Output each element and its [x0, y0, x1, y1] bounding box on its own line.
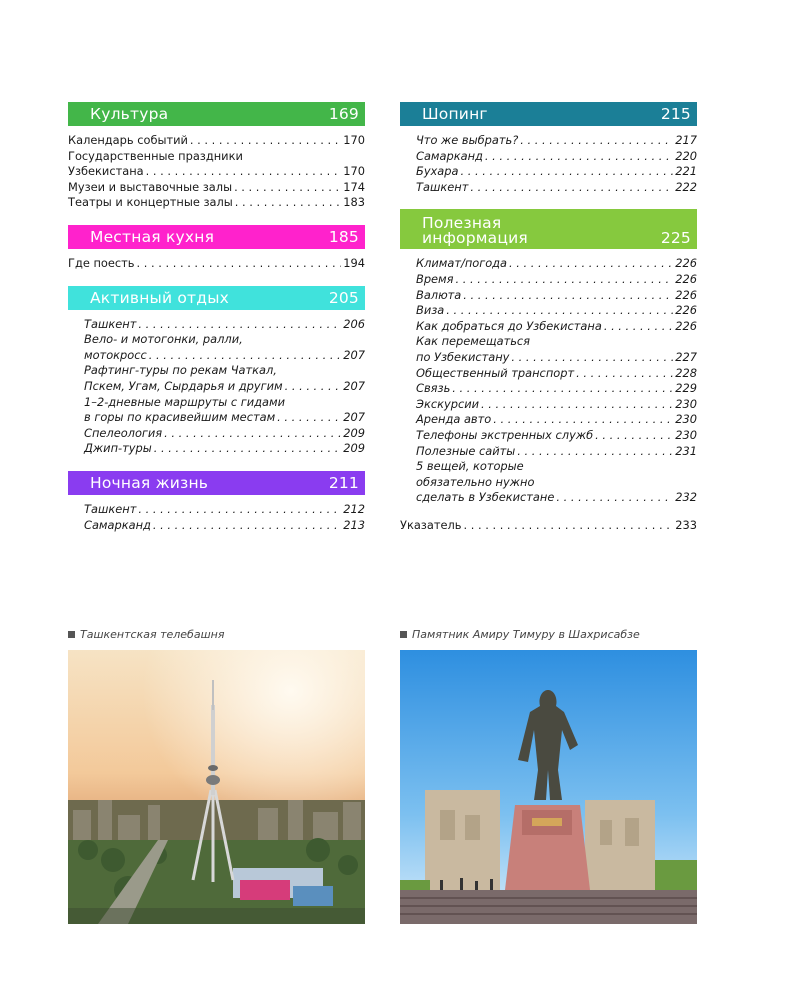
section-page-number: 215: [660, 105, 691, 123]
toc-entry[interactable]: [416, 397, 697, 413]
entry-page-number: 227: [675, 349, 697, 364]
toc-entry[interactable]: [416, 319, 697, 335]
entry-text: Ташкент: [84, 501, 137, 516]
toc-entry[interactable]: [416, 149, 697, 165]
dot-leader: [511, 350, 673, 366]
entry-text-line: обязательно нужно: [416, 474, 535, 489]
entry-line: [416, 164, 697, 180]
toc-entry[interactable]: [68, 195, 365, 211]
section-page-number: 225: [660, 229, 691, 248]
photo-caption-right: [400, 628, 640, 641]
toc-entry[interactable]: [416, 256, 697, 272]
toc-entry[interactable]: [68, 149, 365, 180]
entry-page-number: 207: [343, 378, 365, 393]
dot-leader: [481, 397, 673, 413]
section-title: Полезная информация: [422, 214, 528, 248]
entry-list: [68, 133, 365, 211]
entry-text: в горы по красивейшим местам: [84, 410, 276, 425]
entry-page-number: 183: [343, 195, 365, 210]
toc-entry[interactable]: [416, 288, 697, 304]
toc-entry[interactable]: [84, 363, 365, 394]
dot-leader: [149, 348, 341, 364]
entry-text: Время: [416, 271, 454, 286]
entry-line: [416, 272, 697, 288]
entry-page-number: 231: [675, 443, 697, 458]
entry-line: [416, 288, 697, 304]
toc-entry[interactable]: [416, 180, 697, 196]
toc-left-column: [68, 102, 365, 547]
entry-text: Указатель: [400, 517, 462, 532]
entry-line: [84, 317, 365, 333]
entry-page-number: 209: [343, 441, 365, 456]
entry-line: [416, 303, 697, 319]
toc-entry[interactable]: [84, 441, 365, 457]
entry-list: [400, 133, 697, 195]
entry-line: [68, 180, 365, 196]
entry-page-number: 226: [675, 287, 697, 302]
section-title: Местная кухня: [90, 227, 215, 246]
dot-leader: [485, 149, 673, 165]
toc-entry[interactable]: [416, 133, 697, 149]
entry-line: [84, 518, 365, 534]
entry-page-number: 226: [675, 271, 697, 286]
toc-entry[interactable]: [416, 444, 697, 460]
section-banner[interactable]: [68, 471, 365, 495]
dot-leader: [190, 133, 341, 149]
toc-entry[interactable]: [416, 272, 697, 288]
entry-page-number: 233: [675, 517, 697, 532]
dot-leader: [595, 428, 673, 444]
square-bullet-icon: [68, 631, 75, 638]
entry-text: Телефоны экстренных служб: [416, 427, 594, 442]
section-page-number: 185: [328, 227, 359, 246]
section-title: Культура: [90, 105, 169, 123]
entry-page-number: 226: [675, 256, 697, 271]
toc-entry[interactable]: [84, 332, 365, 363]
entry-page-number: 229: [675, 381, 697, 396]
dot-leader: [138, 317, 341, 333]
entry-text-line: 1–2-дневные маршруты с гидами: [84, 394, 285, 409]
entry-line: [84, 441, 365, 457]
entry-page-number: 194: [343, 255, 365, 270]
entry-line: [416, 256, 697, 272]
toc-right-column: [400, 102, 697, 533]
dot-leader: [576, 366, 673, 382]
section-banner[interactable]: [68, 225, 365, 249]
entry-text: Экскурсии: [416, 396, 480, 411]
entry-line: [84, 426, 365, 442]
entry-line: [416, 149, 697, 165]
dot-leader: [164, 426, 341, 442]
dot-leader: [138, 502, 341, 518]
index-entry[interactable]: [400, 518, 697, 534]
entry-text: Театры и концертные залы: [68, 195, 233, 210]
square-bullet-icon: [400, 631, 407, 638]
entry-text: по Узбекистану: [416, 349, 510, 364]
toc-entry[interactable]: [416, 381, 697, 397]
toc-section: [68, 102, 365, 211]
entry-text: Музеи и выставочные залы: [68, 179, 233, 194]
dot-leader: [456, 272, 674, 288]
section-page-number: 169: [328, 105, 359, 123]
entry-text: Бухара: [416, 164, 459, 179]
entry-text: Пскем, Угам, Сырдарья и другим: [84, 378, 283, 393]
entry-line: [400, 518, 697, 534]
toc-entry[interactable]: [416, 459, 697, 506]
entry-page-number: 170: [343, 164, 365, 179]
entry-line: [416, 180, 697, 196]
entry-text: Связь: [416, 381, 451, 396]
entry-page-number: 220: [675, 148, 697, 163]
entry-page-number: 207: [343, 410, 365, 425]
section-page-number: 211: [328, 473, 359, 492]
dot-leader: [463, 288, 673, 304]
entry-page-number: 174: [343, 179, 365, 194]
entry-line: [416, 366, 697, 382]
entry-text: Валюта: [416, 287, 462, 302]
entry-page-number: 221: [675, 164, 697, 179]
entry-line: [416, 444, 697, 460]
toc-entry[interactable]: [84, 395, 365, 426]
dot-leader: [517, 444, 673, 460]
section-title: Активный отдых: [90, 288, 230, 307]
entry-page-number: 232: [675, 490, 697, 505]
entry-line: [416, 350, 697, 366]
entry-page-number: 207: [343, 347, 365, 362]
dot-leader: [146, 164, 342, 180]
dot-leader: [153, 518, 341, 534]
entry-list: [68, 317, 365, 457]
entry-line: [68, 164, 365, 180]
entry-list: [400, 256, 697, 506]
entry-text: Общественный транспорт: [416, 365, 575, 380]
toc-entry[interactable]: [84, 317, 365, 333]
entry-page-number: 230: [675, 427, 697, 442]
entry-text: Виза: [416, 303, 445, 318]
entry-line: [416, 397, 697, 413]
dot-leader: [493, 412, 673, 428]
entry-line: [416, 381, 697, 397]
entry-text-line: Рафтинг-туры по рекам Чаткал,: [84, 363, 277, 378]
dot-leader: [604, 319, 673, 335]
entry-page-number: 170: [343, 133, 365, 147]
entry-page-number: 213: [343, 517, 365, 532]
entry-text: Где поесть: [68, 255, 135, 270]
toc-section: [68, 286, 365, 457]
toc-section: [68, 225, 365, 272]
entry-line: [416, 490, 697, 506]
entry-text: сделать в Узбекистане: [416, 490, 555, 505]
toc-entry[interactable]: [84, 502, 365, 518]
dot-leader: [461, 164, 674, 180]
entry-text: мотокросс: [84, 347, 147, 362]
entry-line: [68, 133, 365, 149]
entry-page-number: 212: [343, 501, 365, 516]
toc-section: [400, 209, 697, 506]
dot-leader: [520, 133, 673, 149]
dot-leader: [556, 490, 673, 506]
section-banner[interactable]: [400, 102, 697, 126]
toc-entry[interactable]: [416, 366, 697, 382]
entry-list: [68, 256, 365, 272]
toc-entry[interactable]: [416, 412, 697, 428]
entry-text: Полезные сайты: [416, 443, 516, 458]
entry-page-number: 209: [343, 425, 365, 440]
toc-entry[interactable]: [68, 133, 365, 149]
entry-page-number: 222: [675, 179, 697, 194]
toc-entry[interactable]: [416, 164, 697, 180]
dot-leader: [154, 441, 342, 457]
entry-page-number: 206: [343, 316, 365, 331]
entry-list: [68, 502, 365, 533]
entry-line: [84, 502, 365, 518]
toc-entry[interactable]: [416, 303, 697, 319]
entry-line: [84, 379, 365, 395]
toc-entry[interactable]: [68, 256, 365, 272]
entry-text: Спелеология: [84, 425, 163, 440]
entry-text: Ташкент: [416, 179, 469, 194]
entry-text: Джип-туры: [84, 441, 152, 456]
entry-text: Что же выбрать?: [416, 133, 519, 147]
entry-text: Самарканд: [416, 148, 483, 163]
dot-leader: [285, 379, 342, 395]
entry-text: Узбекистана: [68, 164, 144, 179]
entry-text: Аренда авто: [416, 412, 492, 427]
toc-section: [400, 102, 697, 195]
amir-timur-monument-photo: [400, 650, 697, 924]
entry-line: [84, 410, 365, 426]
section-title: Ночная жизнь: [90, 473, 209, 492]
section-banner[interactable]: [68, 102, 365, 126]
entry-text: Как добраться до Узбекистана: [416, 318, 602, 333]
dot-leader: [446, 303, 673, 319]
dot-leader: [234, 180, 341, 196]
entry-page-number: 228: [675, 365, 697, 380]
caption-text: Ташкентская телебашня: [80, 628, 225, 641]
entry-text-line: Вело- и мотогонки, ралли,: [84, 332, 243, 347]
entry-line: [416, 133, 697, 149]
section-banner[interactable]: [68, 286, 365, 310]
section-title: Шопинг: [422, 105, 488, 123]
entry-line: [68, 256, 365, 272]
entry-page-number: 226: [675, 318, 697, 333]
dot-leader: [452, 381, 673, 397]
section-page-number: 205: [328, 288, 359, 307]
entry-page-number: 230: [675, 396, 697, 411]
entry-line: [416, 412, 697, 428]
dot-leader: [235, 195, 341, 211]
toc-entry[interactable]: [84, 518, 365, 534]
toc-entry[interactable]: [416, 428, 697, 444]
entry-text: Ташкент: [84, 316, 137, 331]
dot-leader: [137, 256, 342, 272]
entry-text-line: Как перемещаться: [416, 334, 531, 349]
section-banner[interactable]: [400, 209, 697, 249]
toc-entry[interactable]: [84, 426, 365, 442]
dot-leader: [470, 180, 673, 196]
caption-text: Памятник Амиру Тимуру в Шахрисабзе: [412, 628, 640, 641]
entry-line: [416, 319, 697, 335]
entry-line: [68, 195, 365, 211]
entry-line: [416, 428, 697, 444]
entry-page-number: 217: [675, 133, 697, 147]
entry-text: Календарь событий: [68, 133, 188, 147]
dot-leader: [277, 410, 341, 426]
toc-entry[interactable]: [68, 180, 365, 196]
dot-leader: [509, 256, 673, 272]
toc-section: [68, 471, 365, 533]
entry-text: Самарканд: [84, 517, 151, 532]
entry-text-line: 5 вещей, которые: [416, 459, 524, 474]
entry-text: Климат/погода: [416, 256, 508, 271]
dot-leader: [463, 518, 673, 534]
entry-page-number: 230: [675, 412, 697, 427]
entry-text-line: Государственные праздники: [68, 148, 243, 163]
toc-entry[interactable]: [416, 334, 697, 365]
tashkent-tv-tower-photo: [68, 650, 365, 924]
photo-caption-left: [68, 628, 224, 641]
entry-line: [84, 348, 365, 364]
entry-page-number: 226: [675, 303, 697, 318]
